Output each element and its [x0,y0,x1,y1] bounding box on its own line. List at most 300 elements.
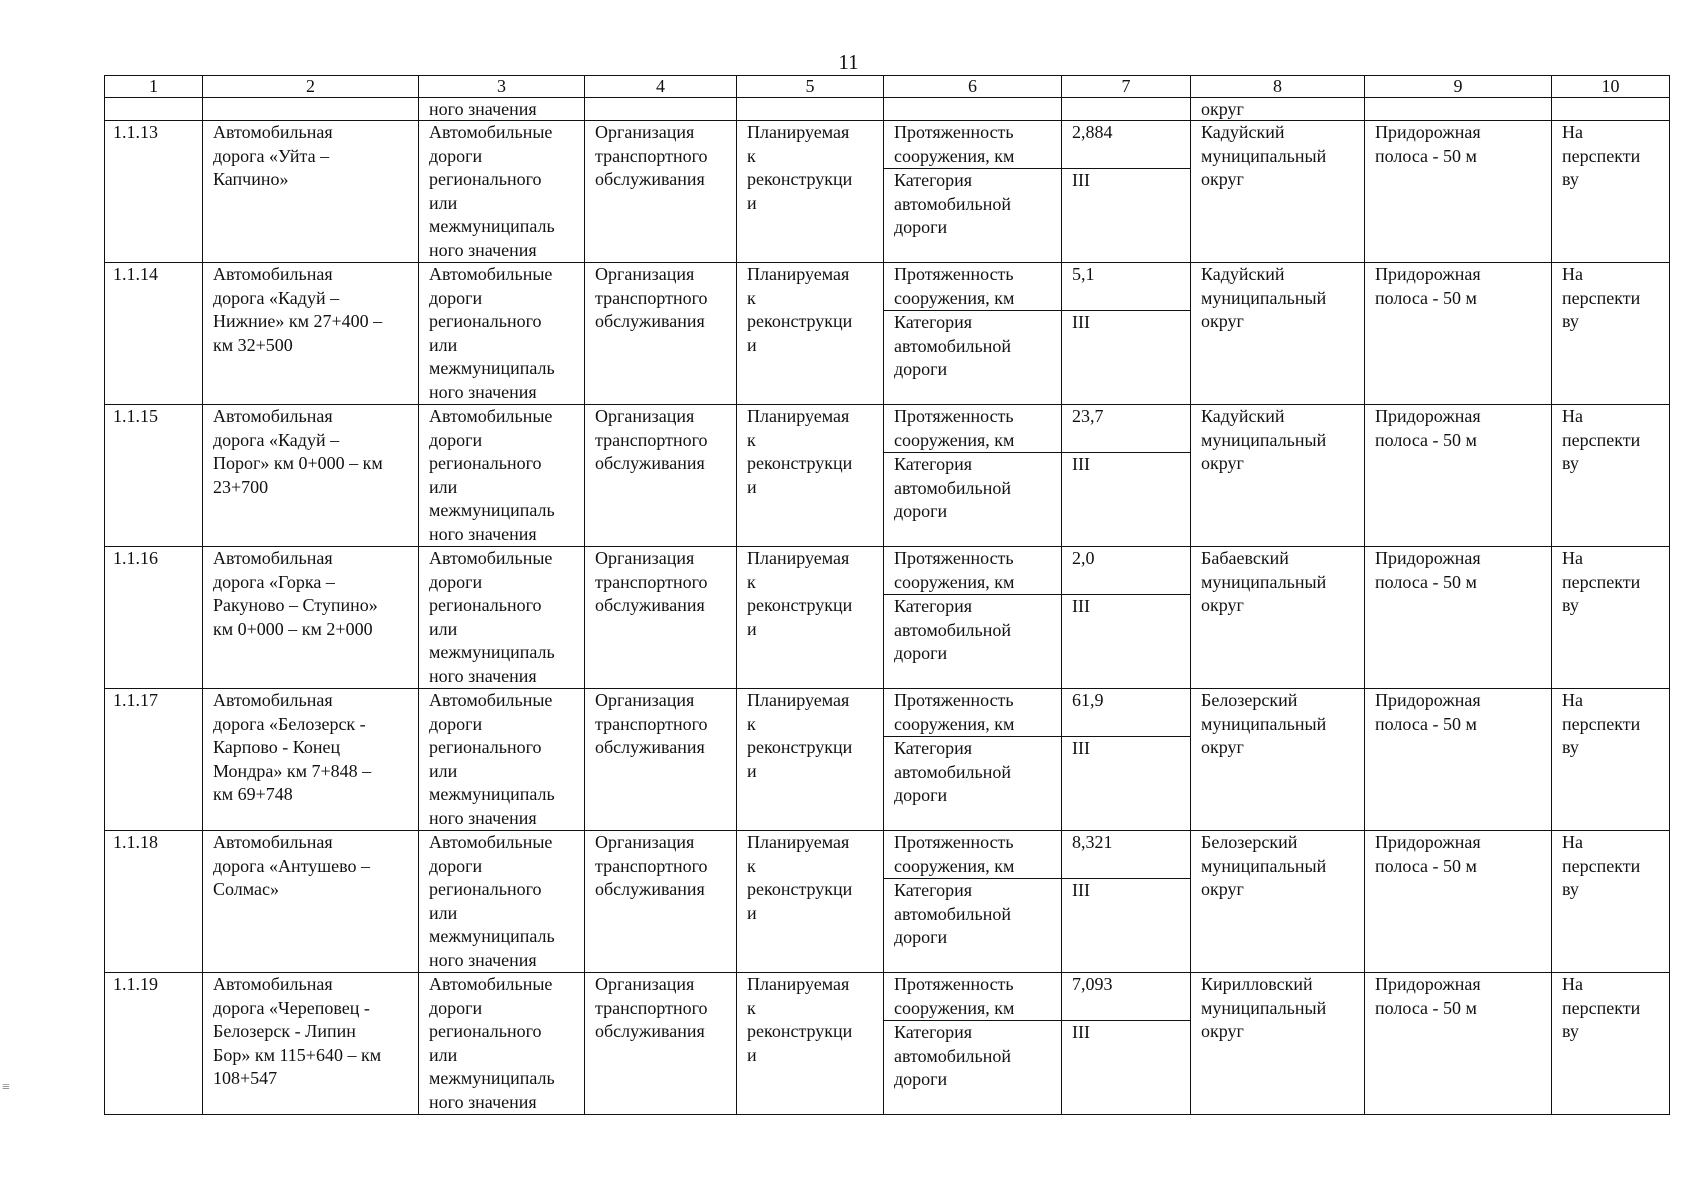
object-name-line: Автомобильная [213,974,333,994]
object-status-line: Планируемая [747,264,850,284]
object-type [419,121,585,263]
object-status-line: Планируемая [747,406,850,426]
column-number: 2 [203,76,419,98]
object-status [737,689,884,831]
object-name [203,831,419,973]
characteristic-value-top: 5,1 [1062,263,1190,311]
object-type-line: межмуниципаль [429,784,555,804]
empty-cell [1552,98,1670,121]
object-status-line: к [747,287,756,308]
column-number: 6 [884,76,1062,98]
characteristic-line: Протяженность [894,264,1014,284]
characteristic-line: Категория [894,880,972,900]
object-term-line: На [1562,832,1583,852]
object-name-line: 108+547 [213,1068,278,1088]
object-term-line: перспекти [1562,997,1641,1018]
characteristic-value-top: 7,093 [1062,973,1190,1021]
characteristic-top [884,831,1061,879]
row-number: 1.1.13 [105,121,203,263]
object-term-line: На [1562,122,1583,142]
object-type-line: или [429,476,458,497]
object-zone-line: Придорожная [1375,548,1481,568]
characteristic-top [884,405,1061,453]
characteristic-value-top: 2,0 [1062,547,1190,595]
object-purpose-line: транспортного [595,855,708,876]
object-term-line: перспекти [1562,713,1641,734]
characteristic-value [1062,121,1191,263]
object-name-line: км 69+748 [213,784,293,804]
characteristic-line: дороги [894,643,948,663]
object-type-line: Автомобильные [429,264,553,284]
object-purpose [585,405,737,547]
column-number: 8 [1191,76,1365,98]
characteristic-line: Протяженность [894,548,1014,568]
object-purpose [585,121,737,263]
characteristic-line: сооружения, км [894,429,1015,450]
object-zone-line: полоса - 50 м [1375,429,1477,450]
characteristic-line: Протяженность [894,832,1014,852]
object-name-line: Солмас» [213,879,279,899]
object-term-line: ву [1562,169,1579,189]
object-name-line: Ракуново – Ступино» [213,595,378,615]
characteristic-value-bottom: III [1072,312,1090,332]
object-status-line: Планируемая [747,548,850,568]
table-row [105,973,1670,1115]
object-purpose-line: обслуживания [595,595,705,615]
characteristic-line: сооружения, км [894,855,1015,876]
object-name-line: км 32+500 [213,334,293,355]
object-type [419,689,585,831]
characteristic-line: Протяженность [894,690,1014,710]
characteristic-top [884,547,1061,595]
object-purpose-line: Организация [595,122,695,142]
object-name-line: дорога «Антушево – [213,855,371,876]
object-status-line: и [747,760,757,781]
object-zone [1365,689,1552,831]
object-type-line: дороги [429,287,483,308]
object-term-line: На [1562,690,1583,710]
characteristic-value-top: 2,884 [1062,121,1190,169]
characteristic [884,831,1062,973]
object-type-line: ного значения [429,665,537,686]
object-zone [1365,547,1552,689]
object-purpose [585,831,737,973]
object-location [1191,405,1365,547]
object-zone-line: Придорожная [1375,690,1481,710]
object-zone-line: полоса - 50 м [1375,713,1477,734]
object-location-line: Белозерский [1201,690,1298,710]
object-location [1191,121,1365,263]
characteristic [884,121,1062,263]
characteristic-line: Протяженность [894,974,1014,994]
object-type-line: дороги [429,713,483,734]
object-type-line: Автомобильные [429,122,553,142]
characteristic-value [1062,689,1191,831]
object-status [737,405,884,547]
object-purpose [585,263,737,405]
object-type-line: Автомобильные [429,406,553,426]
object-type [419,831,585,973]
object-status-line: к [747,571,756,592]
object-type-line: межмуниципаль [429,358,555,378]
object-name-line: дорога «Кадуй – [213,429,340,450]
object-name-line: Карпово - Конец [213,737,341,757]
object-term-line: ву [1562,1021,1579,1041]
characteristic-line: Категория [894,454,972,474]
characteristic-bottom [884,311,1061,403]
object-term [1552,831,1670,973]
object-location-line: округ [1201,169,1244,189]
characteristic-bottom [884,1021,1061,1113]
characteristic-line: автомобильной [894,903,1011,924]
characteristic-line: автомобильной [894,1045,1011,1066]
object-location-line: муниципальный [1201,997,1327,1018]
characteristic-value-bottom: III [1072,880,1090,900]
object-status-line: реконструкци [747,453,853,473]
object-status-line: Планируемая [747,832,850,852]
column-number: 4 [585,76,737,98]
characteristic-bottom [884,737,1061,829]
object-status-line: и [747,334,757,355]
object-name-line: Автомобильная [213,264,333,284]
object-name-line: дорога «Череповец - [213,997,370,1018]
characteristic-value [1062,263,1191,405]
object-type-line: регионального [429,879,542,899]
row-number: 1.1.15 [105,405,203,547]
empty-cell [203,98,419,121]
object-type-line: регионального [429,169,542,189]
characteristic-line: дороги [894,501,948,521]
object-name-line: дорога «Белозерск - [213,713,366,734]
object-status-line: реконструкци [747,1021,853,1041]
object-term-line: перспекти [1562,855,1641,876]
object-location-line: Кадуйский [1201,264,1285,284]
object-status-line: реконструкци [747,879,853,899]
characteristic [884,973,1062,1115]
object-status-line: Планируемая [747,122,850,142]
object-zone-line: Придорожная [1375,974,1481,994]
object-name-line: 23+700 [213,476,269,497]
object-status-line: и [747,192,757,213]
object-term-line: На [1562,406,1583,426]
object-purpose-line: транспортного [595,287,708,308]
object-status-line: и [747,1044,757,1065]
object-status [737,263,884,405]
page-number: 11 [838,50,859,74]
object-purpose-line: транспортного [595,429,708,450]
object-type-line: межмуниципаль [429,500,555,520]
object-status-line: реконструкци [747,169,853,189]
characteristic-line: автомобильной [894,193,1011,214]
object-type-line: регионального [429,595,542,615]
empty-cell [585,98,737,121]
object-type-line: межмуниципаль [429,926,555,946]
object-status-line: к [747,713,756,734]
object-purpose-line: обслуживания [595,1021,705,1041]
characteristic-line: сооружения, км [894,145,1015,166]
object-purpose-line: Организация [595,690,695,710]
column-number-row [105,76,1670,98]
object-zone-line: полоса - 50 м [1375,571,1477,592]
characteristic-bottom [884,879,1061,971]
object-purpose-line: обслуживания [595,737,705,757]
object-purpose-line: транспортного [595,571,708,592]
characteristic-line: дороги [894,217,948,237]
characteristic [884,547,1062,689]
characteristic-line: Категория [894,1022,972,1042]
object-term-line: На [1562,974,1583,994]
object-term-line: перспекти [1562,571,1641,592]
object-name-line: км 0+000 – км 2+000 [213,618,373,639]
object-purpose-line: обслуживания [595,311,705,331]
object-name [203,973,419,1115]
characteristic-line: Протяженность [894,406,1014,426]
object-location-line: Бабаевский [1201,548,1289,568]
object-purpose-line: обслуживания [595,453,705,473]
object-location-line: округ [1201,879,1244,899]
object-location-line: муниципальный [1201,571,1327,592]
object-purpose-line: обслуживания [595,169,705,189]
object-purpose-line: обслуживания [595,879,705,899]
object-term [1552,689,1670,831]
object-type-line: Автомобильные [429,974,553,994]
object-purpose-line: Организация [595,974,695,994]
column-number: 5 [737,76,884,98]
object-term-line: перспекти [1562,145,1641,166]
characteristic-line: автомобильной [894,619,1011,640]
object-location-line: муниципальный [1201,713,1327,734]
object-status-line: и [747,476,757,497]
object-type-line: дороги [429,855,483,876]
object-type-line: ного значения [429,949,537,970]
object-name-line: Мондра» км 7+848 – [213,760,372,781]
object-name-line: Автомобильная [213,690,333,710]
object-type-line: дороги [429,571,483,592]
characteristic-value-top: 8,321 [1062,831,1190,879]
object-location [1191,973,1365,1115]
characteristic-bottom [884,453,1061,545]
empty-cell [737,98,884,121]
characteristic-value [1062,973,1191,1115]
characteristic-line: Категория [894,170,972,190]
object-name-line: Порог» км 0+000 – км [213,453,383,473]
empty-cell [884,98,1062,121]
object-zone-line: Придорожная [1375,122,1481,142]
object-zone-line: Придорожная [1375,264,1481,284]
object-type-line: или [429,902,458,923]
characteristic-value [1062,831,1191,973]
object-type-line: или [429,618,458,639]
object-term-line: ву [1562,595,1579,615]
object-location-line: муниципальный [1201,145,1327,166]
object-status [737,121,884,263]
object-zone-line: полоса - 50 м [1375,287,1477,308]
characteristic-line: автомобильной [894,477,1011,498]
object-name [203,405,419,547]
table-row [105,121,1670,263]
object-term-line: ву [1562,879,1579,899]
column-number: 3 [419,76,585,98]
row-number: 1.1.19 [105,973,203,1115]
object-status [737,973,884,1115]
object-zone [1365,405,1552,547]
object-type-line: дороги [429,145,483,166]
object-location [1191,831,1365,973]
object-status-line: к [747,429,756,450]
characteristic-value-bottom: III [1072,596,1090,616]
object-status-line: и [747,902,757,923]
characteristic-value-bottom: III [1072,1022,1090,1042]
object-location-line: муниципальный [1201,429,1327,450]
object-term-line: ву [1562,737,1579,757]
characteristic-value-bottom: III [1072,454,1090,474]
table-body [105,76,1670,1115]
object-term-line: перспекти [1562,429,1641,450]
object-purpose-line: транспортного [595,997,708,1018]
object-name-line: Автомобильная [213,406,333,426]
roads-table [104,75,1670,1115]
object-type-line: ного значения [429,381,537,402]
object-purpose [585,689,737,831]
object-zone [1365,263,1552,405]
object-type-line: или [429,334,458,355]
column-number: 9 [1365,76,1552,98]
characteristic-value-bottom: III [1072,738,1090,758]
object-term-line: На [1562,264,1583,284]
object-name [203,689,419,831]
characteristic-line: автомобильной [894,761,1011,782]
characteristic-line: сооружения, км [894,997,1015,1018]
characteristic-line: автомобильной [894,335,1011,356]
table-row [105,405,1670,547]
object-zone-line: полоса - 50 м [1375,855,1477,876]
object-type-line: или [429,1044,458,1065]
object-location [1191,689,1365,831]
object-term-line: На [1562,548,1583,568]
object-name-line: Капчино» [213,169,289,189]
object-status-line: Планируемая [747,690,850,710]
object-term-line: ву [1562,311,1579,331]
object-type-line: ного значения [429,523,537,544]
object-purpose-line: Организация [595,406,695,426]
empty-cell [105,98,203,121]
object-name-line: дорога «Уйта – [213,145,330,166]
characteristic-line: дороги [894,1069,948,1089]
object-type-line: регионального [429,311,542,331]
object-type-line: дороги [429,429,483,450]
object-location [1191,547,1365,689]
object-zone [1365,973,1552,1115]
object-type-line: межмуниципаль [429,642,555,662]
object-name-line: дорога «Кадуй – [213,287,340,308]
characteristic [884,405,1062,547]
table-row [105,547,1670,689]
object-location-line: округ [1201,311,1244,331]
object-term [1552,973,1670,1115]
object-zone-line: полоса - 50 м [1375,145,1477,166]
object-type-line: регионального [429,737,542,757]
object-location-line: округ [1201,1021,1244,1041]
object-location-line: округ [1201,453,1244,473]
row-number: 1.1.14 [105,263,203,405]
object-type-line: межмуниципаль [429,216,555,236]
object-type-line: или [429,192,458,213]
characteristic-line: Категория [894,738,972,758]
characteristic-value-bottom: III [1072,170,1090,190]
object-purpose [585,973,737,1115]
object-status-line: реконструкци [747,311,853,331]
object-purpose-line: Организация [595,264,695,284]
object-type-line: или [429,760,458,781]
empty-cell [1365,98,1552,121]
object-name [203,263,419,405]
object-type-line: Автомобильные [429,690,553,710]
object-location-line: округ [1201,737,1244,757]
column-number: 10 [1552,76,1670,98]
object-status-line: реконструкци [747,595,853,615]
object-purpose-line: транспортного [595,713,708,734]
object-type-line: Автомобильные [429,548,553,568]
object-term [1552,405,1670,547]
object-location [1191,263,1365,405]
object-type [419,405,585,547]
object-purpose-line: Организация [595,832,695,852]
object-name-line: Автомобильная [213,122,333,142]
object-name-line: Белозерск - Липин [213,1021,356,1041]
object-name-line: Автомобильная [213,548,333,568]
object-term-line: ву [1562,453,1579,473]
characteristic-line: сооружения, км [894,571,1015,592]
object-location-line: округ [1201,595,1244,615]
object-zone [1365,831,1552,973]
object-type-line: Автомобильные [429,832,553,852]
characteristic-line: дороги [894,785,948,805]
object-type-line: регионального [429,1021,542,1041]
empty-cell [1062,98,1191,121]
characteristic-line: Протяженность [894,122,1014,142]
characteristic-value-top: 61,9 [1062,689,1190,737]
characteristic-top [884,689,1061,737]
object-status-line: и [747,618,757,639]
object-zone [1365,121,1552,263]
object-location-line: Кирилловский [1201,974,1313,994]
table-row [105,263,1670,405]
object-type-line: ного значения [429,239,537,260]
object-name [203,121,419,263]
object-term [1552,263,1670,405]
characteristic-value-top: 23,7 [1062,405,1190,453]
continuation-row [105,98,1670,121]
object-zone-line: Придорожная [1375,406,1481,426]
characteristic-line: Категория [894,596,972,616]
characteristic-value [1062,547,1191,689]
object-type [419,973,585,1115]
object-location-line: муниципальный [1201,287,1327,308]
object-type-line: ного значения [429,807,537,828]
object-location-line: Кадуйский [1201,406,1285,426]
object-status-line: реконструкци [747,737,853,757]
object-status-line: к [747,145,756,166]
object-name-line: дорога «Горка – [213,571,335,592]
object-zone-line: полоса - 50 м [1375,997,1477,1018]
object-type [419,547,585,689]
continuation-type: ного значения [419,98,585,121]
object-location-line: Кадуйский [1201,122,1285,142]
row-number: 1.1.18 [105,831,203,973]
row-number: 1.1.17 [105,689,203,831]
margin-mark: ≡ [2,1080,10,1095]
characteristic-value [1062,405,1191,547]
